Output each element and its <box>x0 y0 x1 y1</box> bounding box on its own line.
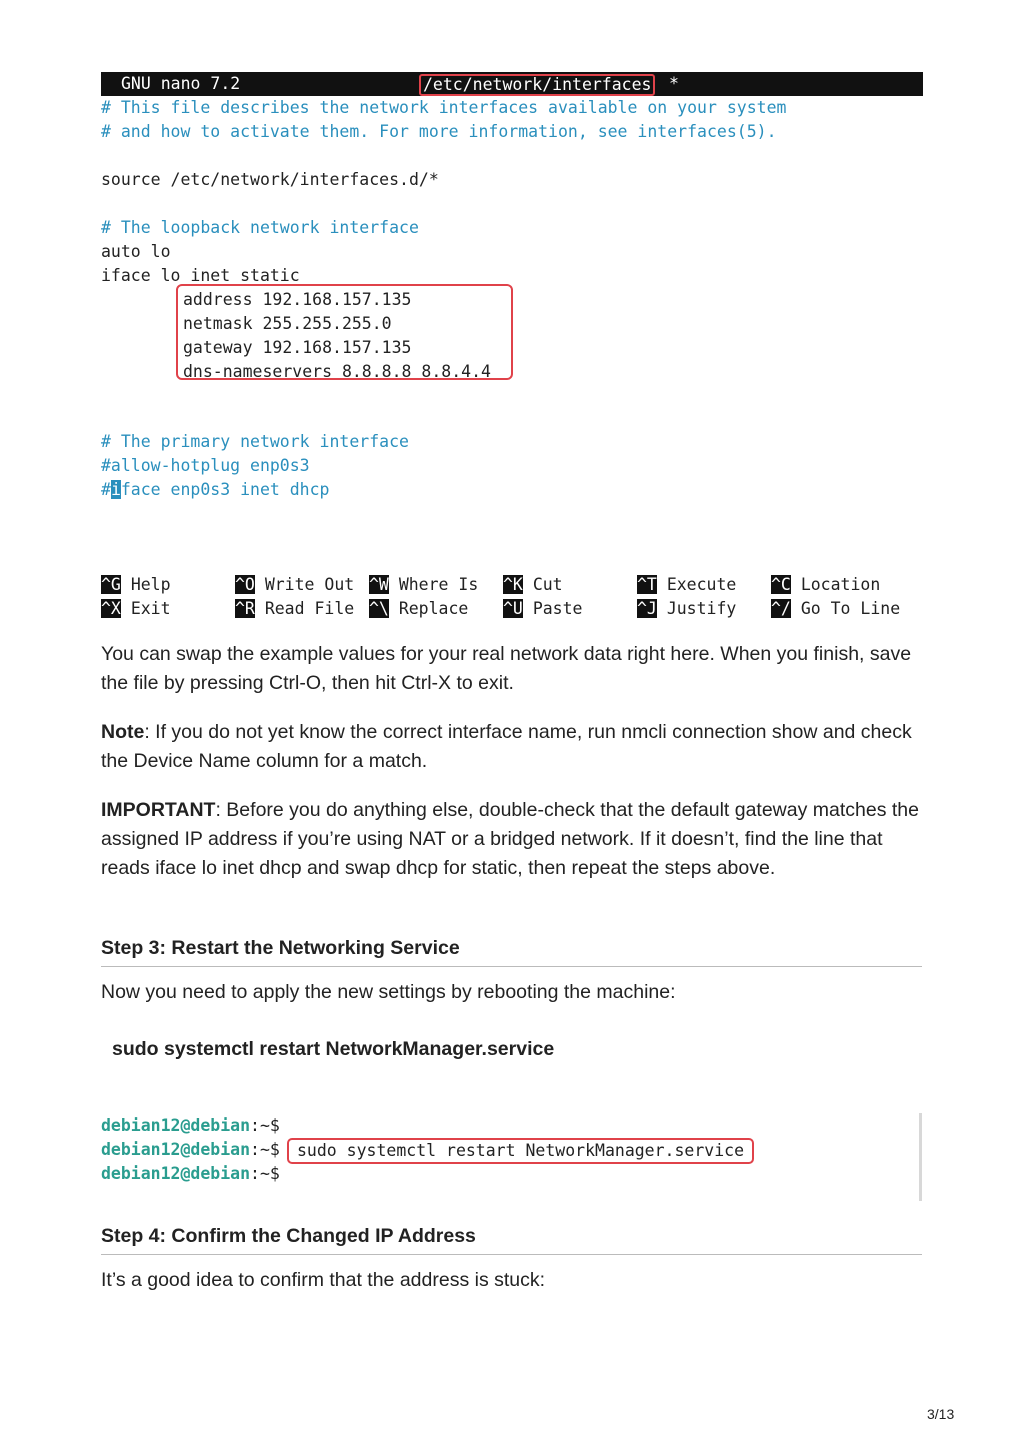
shortcut-write-out <box>235 573 354 597</box>
terminal-line <box>101 1138 280 1162</box>
shortcut-justify <box>637 597 736 621</box>
prompt-suffix: :~$ <box>250 1140 280 1159</box>
code-line: # The loopback network interface <box>101 218 419 237</box>
shortcut-replace <box>369 597 468 621</box>
shortcut-cut <box>503 573 563 597</box>
shortcut-read-file <box>235 597 354 621</box>
shortcut-key: ^/ <box>771 599 791 618</box>
nano-app-name: GNU nano 7.2 <box>121 74 241 93</box>
terminal-scroll-edge <box>919 1113 922 1201</box>
code-line: netmask 255.255.255.0 <box>183 314 392 333</box>
shortcut-key: ^\ <box>369 599 389 618</box>
code-line: auto lo <box>101 242 171 261</box>
nano-title-bar <box>101 72 923 96</box>
cursor-prefix: # <box>101 480 111 499</box>
prompt-suffix: :~$ <box>250 1164 280 1183</box>
shortcut-label: Location <box>800 575 881 594</box>
shortcut-go-to-line <box>771 597 900 621</box>
step4-heading: Step 4: Confirm the Changed IP Address <box>101 1225 922 1255</box>
code-line: gateway 192.168.157.135 <box>183 338 412 357</box>
shortcut-exit <box>101 597 171 621</box>
shortcut-where-is <box>369 573 478 597</box>
shortcut-key: ^C <box>771 575 791 594</box>
shortcut-label: Paste <box>532 599 583 618</box>
shortcut-key: ^K <box>503 575 523 594</box>
terminal-line <box>101 1114 280 1138</box>
shortcut-label: Where Is <box>398 575 479 594</box>
shortcut-execute <box>637 573 736 597</box>
code-line: iface lo inet static <box>101 266 300 285</box>
prompt-suffix: :~$ <box>250 1116 280 1135</box>
note-text: : If you do not yet know the correct interface name, run nmcli connection show and check the Device Name column for a match. <box>101 721 912 772</box>
prompt-user: debian12@debian <box>101 1116 251 1135</box>
shortcut-key: ^R <box>235 599 255 618</box>
paragraph-important <box>101 796 923 883</box>
highlight-box <box>176 284 513 380</box>
text-cursor: i <box>110 480 121 499</box>
note-label: Note <box>101 721 145 743</box>
prompt-user: debian12@debian <box>101 1164 251 1183</box>
paragraph-swap-values: You can swap the example values for your real network data right here. When you finish, save the file by pressing Ctrl-O, then hit Ctrl-X to exit. <box>101 643 912 694</box>
shortcut-label: Help <box>130 575 171 594</box>
shortcut-label: Go To Line <box>800 599 901 618</box>
shortcut-key: ^G <box>101 575 121 594</box>
shortcut-label: Write Out <box>264 575 355 594</box>
nano-editor-screenshot <box>101 72 923 622</box>
page-number: 3/13 <box>927 1406 955 1422</box>
step3-text: Now you need to apply the new settings by rebooting the machine: <box>101 981 676 1003</box>
code-line: # and how to activate them. For more information, see interfaces(5). <box>101 122 777 141</box>
code-line: # The primary network interface <box>101 432 409 451</box>
nano-modified-marker: * <box>669 74 679 93</box>
important-label: IMPORTANT <box>101 799 216 821</box>
shortcut-label: Read File <box>264 599 355 618</box>
shortcut-label: Execute <box>666 575 737 594</box>
terminal-line <box>101 1162 280 1186</box>
shortcut-key: ^O <box>235 575 255 594</box>
shortcut-key: ^U <box>503 599 523 618</box>
shortcut-key: ^T <box>637 575 657 594</box>
cursor-rest: face enp0s3 inet dhcp <box>120 480 330 499</box>
shortcut-location <box>771 573 880 597</box>
shortcut-paste <box>503 597 582 621</box>
shortcut-help <box>101 573 171 597</box>
step4-text: It’s a good idea to confirm that the address is stuck: <box>101 1269 546 1291</box>
terminal-screenshot <box>101 1113 923 1201</box>
shortcut-key: ^W <box>369 575 389 594</box>
shortcut-label: Justify <box>666 599 737 618</box>
terminal-command-highlighted: sudo systemctl restart NetworkManager.service <box>287 1138 754 1164</box>
shortcut-label: Replace <box>398 599 469 618</box>
code-line: # This file describes the network interfaces available on your system <box>101 98 787 117</box>
shortcut-label: Cut <box>532 575 563 594</box>
code-line-cursor <box>101 478 330 502</box>
code-line: address 192.168.157.135 <box>183 290 412 309</box>
paragraph-note <box>101 718 923 776</box>
code-line: #allow-hotplug enp0s3 <box>101 456 310 475</box>
nano-file-path: /etc/network/interfaces <box>419 74 655 96</box>
important-text: : Before you do anything else, double-check that the default gateway matches the assigned IP address if you’re using NAT or a bridged network. If it doesn’t, find the line that reads iface lo inet dhcp and swap dhcp for static, then repeat the steps above. <box>101 799 920 879</box>
code-line: source /etc/network/interfaces.d/* <box>101 170 439 189</box>
step3-command: sudo systemctl restart NetworkManager.service <box>112 1038 555 1060</box>
step3-heading: Step 3: Restart the Networking Service <box>101 937 922 967</box>
code-line: dns-nameservers 8.8.8.8 8.8.4.4 <box>183 362 491 381</box>
shortcut-key: ^J <box>637 599 657 618</box>
shortcut-key: ^X <box>101 599 121 618</box>
shortcut-label: Exit <box>130 599 171 618</box>
prompt-user: debian12@debian <box>101 1140 251 1159</box>
